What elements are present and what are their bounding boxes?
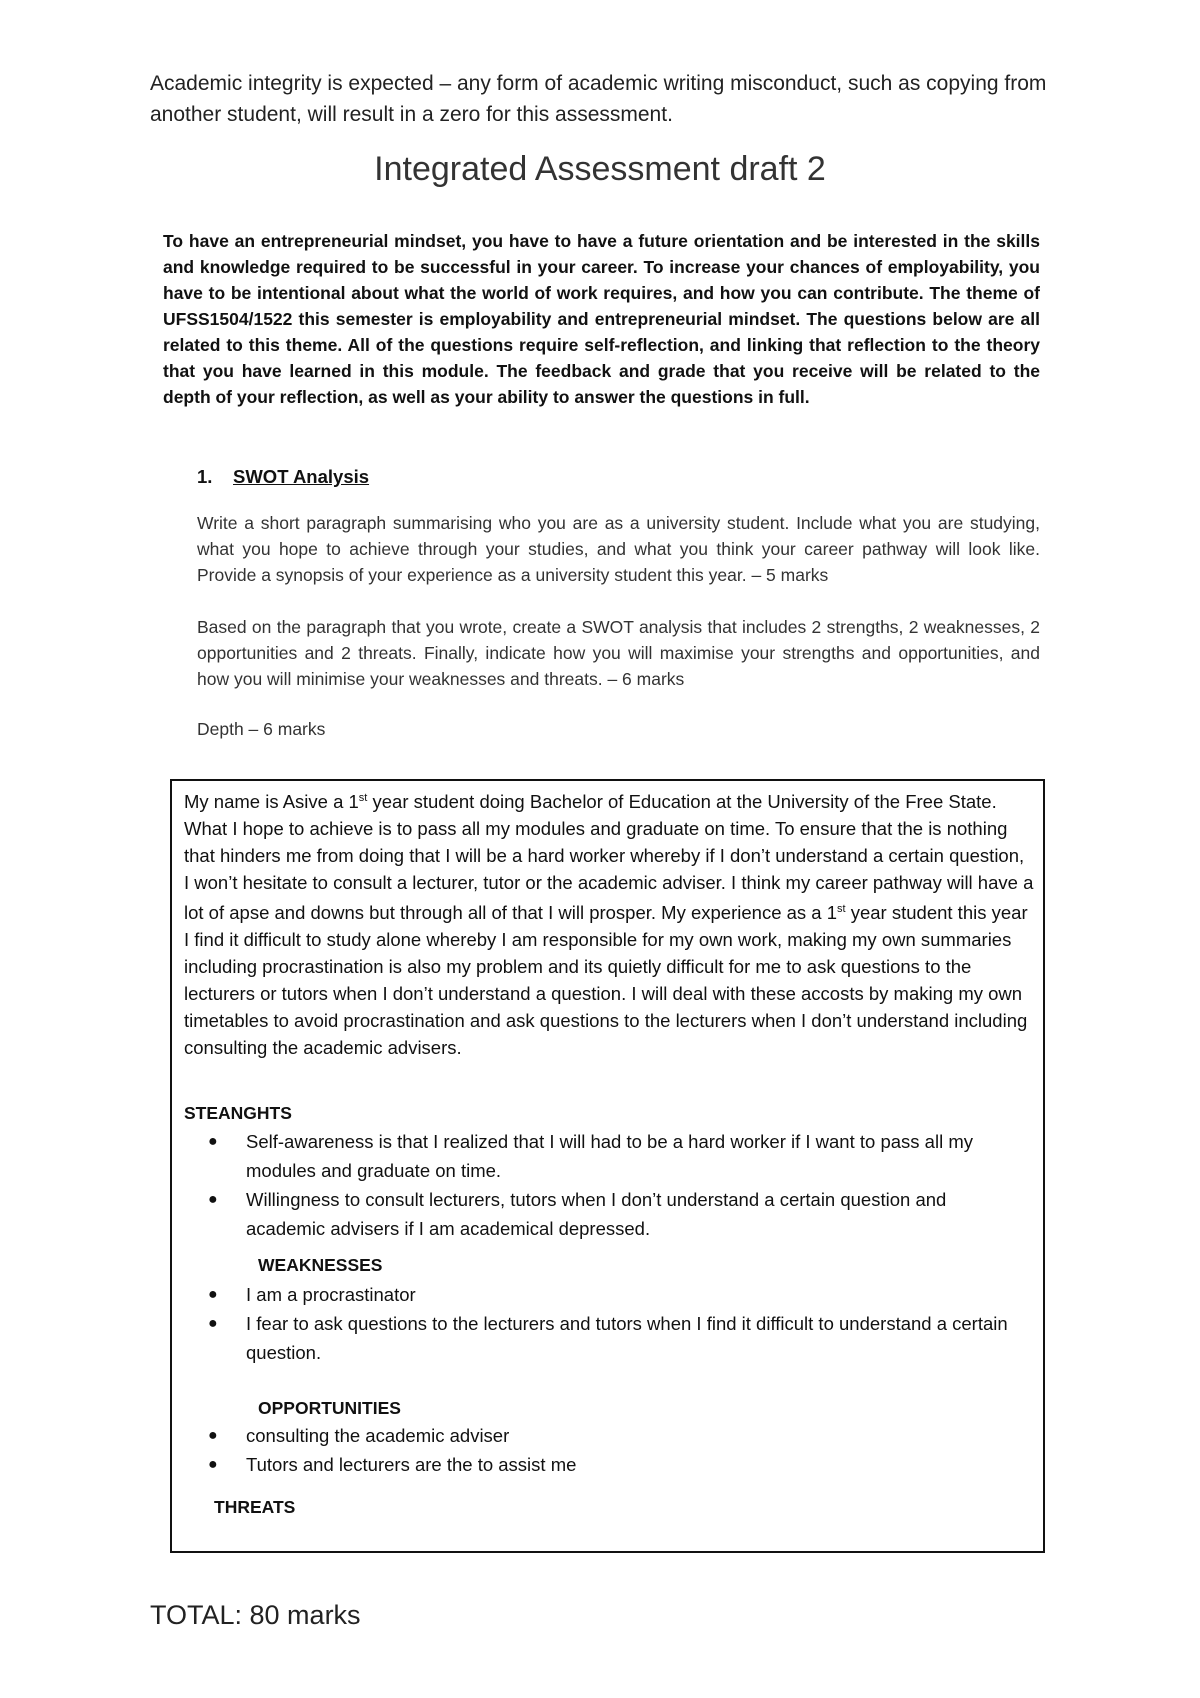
intro-paragraph: To have an entrepreneurial mindset, you have to have a future orientation and be interested in the skills and knowledge required to be successful in your career. To increase your chances of employability, you have to be intentional about what the world of work requires, and how you can contribute. The theme of UFSS1504/1522 this semester is employability and entrepreneurial mindset. The questions below are all related to this theme. All of the questions require self-reflection, and linking that reflection to the theory that you have learned in this module. The feedback and grade that you receive will be related to the depth of your reflection, as well as your ability to answer the questions in full. — [163, 231, 1040, 407]
answer-box — [170, 779, 1045, 1553]
list-item: ● consulting the academic adviser — [208, 1425, 510, 1446]
list-item: ● I am a procrastinator — [208, 1284, 416, 1305]
integrity-notice: Academic integrity is expected – any form of academic writing misconduct, such as copying from another student, will result in a zero for this assessment. — [150, 72, 1047, 126]
strengths-list — [208, 1127, 1028, 1243]
weaknesses-list — [208, 1280, 1028, 1367]
answer-sup-2: st — [837, 903, 846, 916]
list-item: ● Self-awareness is that I realized that I will had to be a hard worker if I want to pass all my modules and graduate on time. — [208, 1131, 973, 1181]
page-title: Integrated Assessment draft 2 — [374, 150, 826, 188]
opportunities-list — [208, 1421, 1028, 1479]
answer-sup-1: st — [358, 792, 368, 804]
weaknesses-label: WEAKNESSES — [258, 1255, 383, 1275]
question-title: SWOT Analysis — [233, 466, 370, 487]
threats-label: THREATS — [214, 1497, 296, 1517]
answer-text-2: year student doing Bachelor of Education at the University of the Free State. What I hope to achieve is to pass all my modules and graduate on time. To ensure that the is nothing that hinders me from doing that I will be a hard worker whereby if I don’t understand a certain question, I won’t hesitate to consult a lecturer, tutor or the academic adviser. I think my career pathway will have a lot of apse and downs but through all of that I will prosper. My experience as a 1 — [184, 791, 1034, 924]
opportunities-label: OPPORTUNITIES — [258, 1398, 401, 1418]
list-item: ● I fear to ask questions to the lecturers and tutors when I find it difficult to understand a certain question. — [208, 1313, 1008, 1363]
answer-paragraph — [184, 785, 1034, 1061]
answer-text-1: My name is Asive a 1 — [184, 791, 359, 813]
question-instruction-1: Write a short paragraph summarising who you are as a university student. Include what you are studying, what you hope to achieve through your studies, and what you think your career pathway will look like. Provide a synopsis of your experience as a university student this year. – 5 marks — [197, 513, 1040, 585]
strengths-label: STEANGHTS — [184, 1103, 292, 1123]
question-instruction-2: Based on the paragraph that you wrote, create a SWOT analysis that includes 2 strengths, 2 weaknesses, 2 opportunities and 2 threats. Finally, indicate how you will maximise your strengths and opportunities, and how you will minimise your weaknesses and threats. – 6 marks — [197, 617, 1040, 689]
answer-text-3: year student this year I find it difficult to study alone whereby I am responsible for my own work, making my own summaries including procrastination is also my problem and its quietly difficult for me to ask questions to the lecturers or tutors when I don’t understand a question. I will deal with these accosts by making my own timetables to avoid procrastination and ask questions to the lecturers when I don’t understand including consulting the academic advisers. — [184, 902, 1028, 1059]
list-item: ● Tutors and lecturers are the to assist me — [208, 1454, 577, 1475]
depth-marks: Depth – 6 marks — [197, 719, 326, 739]
total-marks: TOTAL: 80 marks — [150, 1600, 361, 1630]
question-number: 1. — [197, 466, 213, 487]
list-item: ● Willingness to consult lecturers, tutors when I don’t understand a certain question and academic advisers if I am academical depressed. — [208, 1189, 947, 1239]
question-heading — [197, 466, 369, 488]
